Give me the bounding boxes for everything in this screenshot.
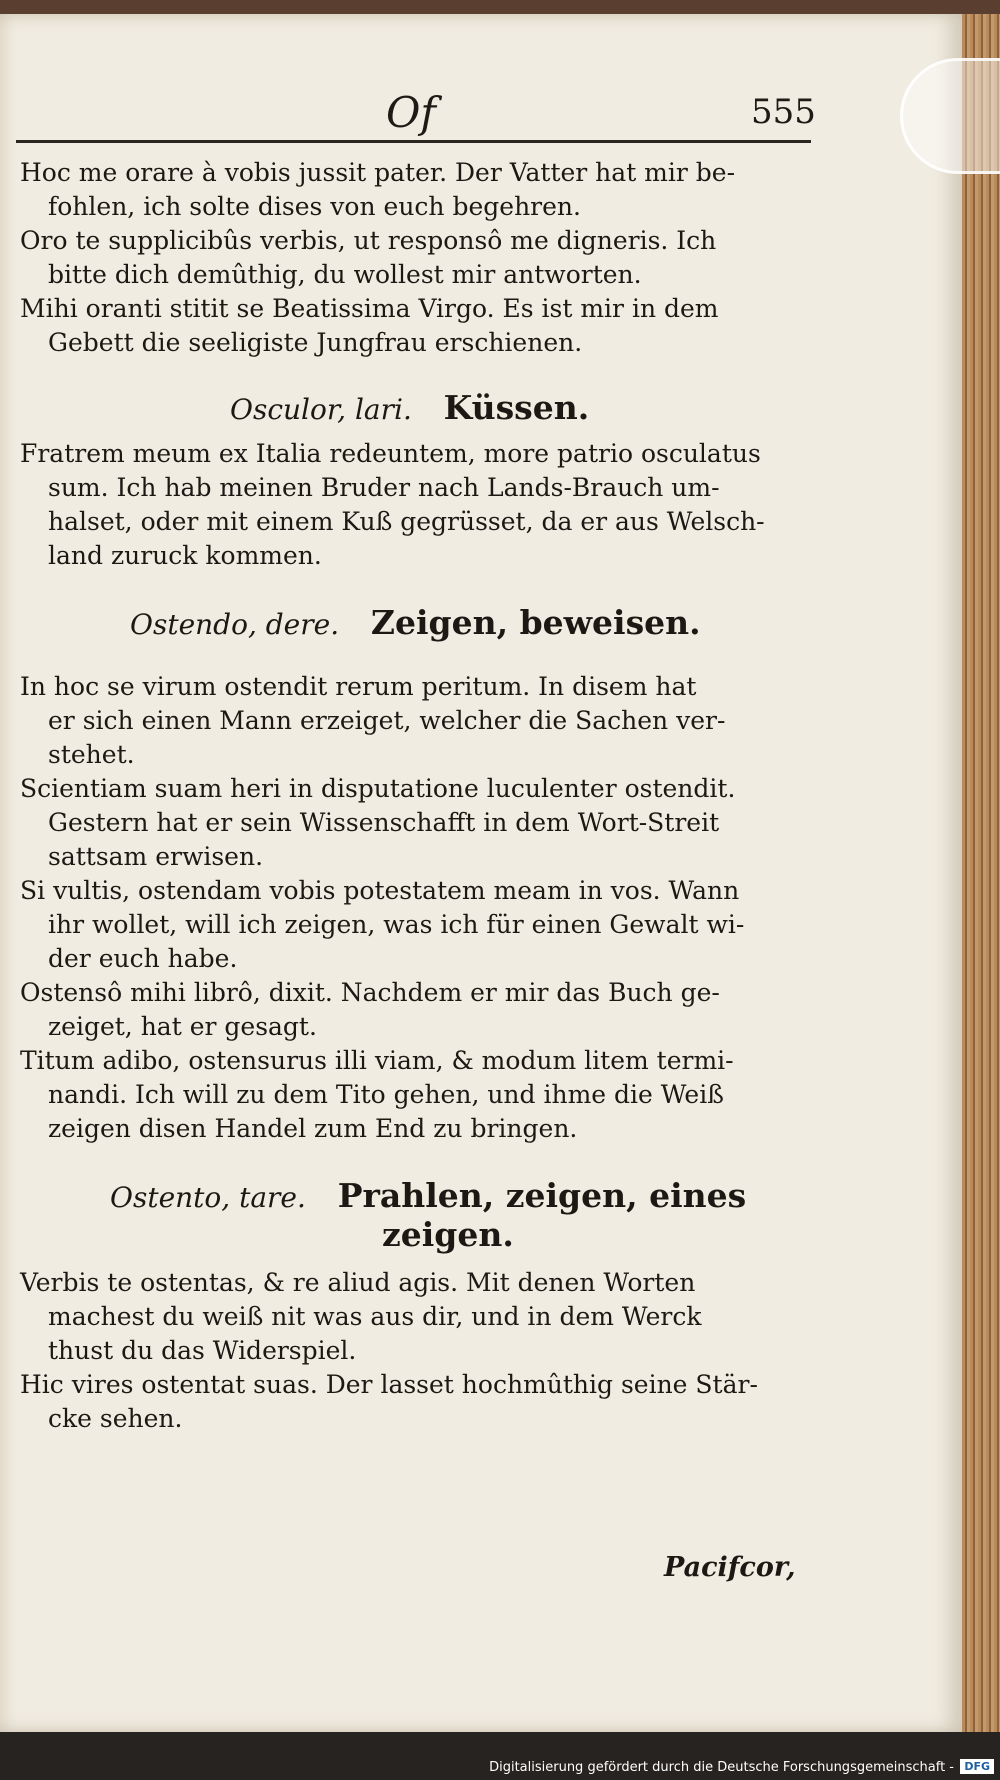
dictionary-entry [20,1266,820,1368]
entry-line: Gebett die seeligiste Jungfrau erschienen. [48,328,583,357]
dictionary-entry [20,772,820,874]
entry-line: Mihi oranti stitit se Beatissima Virgo. Es ist mir in dem [20,294,719,323]
entry-line: Fratrem meum ex Italia redeuntem, more patrio osculatus [20,439,761,468]
entry-line: Hic vires ostentat suas. Der lasset hochmûthig seine Stär- [20,1370,758,1399]
section-heading-ostento [110,1176,820,1215]
entry-line: land zuruck kommen. [48,541,322,570]
entries-osculor [20,437,820,573]
header-rule [16,140,811,143]
dictionary-entry [20,1044,820,1146]
entry-line: der euch habe. [48,944,238,973]
entry-line: halset, oder mit einem Kuß gegrüsset, da er aus Welsch- [48,507,765,536]
footer-credit: Digitalisierung gefördert durch die Deutsche Forschungsgemeinschaft - [489,1760,954,1775]
entries-ostendo [20,670,820,1146]
entry-line: bitte dich demûthig, du wollest mir antworten. [48,260,642,289]
section-gloss: Prahlen, zeigen, eines [337,1176,747,1215]
entry-line: Verbis te ostentas, & re aliud agis. Mit denen Worten [20,1268,696,1297]
section-heading-osculor [230,388,820,427]
dictionary-entry [20,156,820,224]
entry-line: zeiget, hat er gesagt. [48,1012,317,1041]
entries-orare [20,156,820,360]
entry-line: Oro te supplicibûs verbis, ut responsô me digneris. Ich [20,226,717,255]
entry-line: fohlen, ich solte dises von euch begehren. [48,192,581,221]
entry-line: Hoc me orare à vobis jussit pater. Der Vatter hat mir be- [20,158,736,187]
catchword: Pacifcor, [664,1552,796,1583]
entry-line: sattsam erwisen. [48,842,264,871]
entries-ostento [20,1266,820,1436]
section-gloss: Zeigen, beweisen. [370,603,701,642]
entry-line: nandi. Ich will zu dem Tito gehen, und ihme die Weiß [48,1080,724,1109]
entry-line: sum. Ich hab meinen Bruder nach Lands-Brauch um- [48,473,720,502]
entry-line: zeigen disen Handel zum End zu bringen. [48,1114,578,1143]
dictionary-entry [20,224,820,292]
entry-line: Scientiam suam heri in disputatione luculenter ostendit. [20,774,736,803]
entry-line: Titum adibo, ostensurus illi viam, & modum litem termi- [20,1046,734,1075]
dictionary-entry [20,976,820,1044]
entry-line: In hoc se virum ostendit rerum peritum. In disem hat [20,672,697,701]
entry-line: er sich einen Mann erzeiget, welcher die Sachen ver- [48,706,726,735]
section-heading-ostendo [130,603,820,642]
entry-line: Ostensô mihi librô, dixit. Nachdem er mir das Buch ge- [20,978,720,1007]
entry-line: ihr wollet, will ich zeigen, was ich für einen Gewalt wi- [48,910,745,939]
section-gloss: zeigen. [382,1215,514,1254]
dictionary-entry [20,437,820,573]
dictionary-entry [20,670,820,772]
section-lemma: Ostendo, dere. [130,608,340,641]
viewer-top-bar [0,0,1000,14]
page-edges [962,14,1000,1732]
dictionary-entry [20,1368,820,1436]
dictionary-entry [20,292,820,360]
entry-line: Gestern hat er sein Wissenschafft in dem Wort-Streit [48,808,720,837]
section-heading-ostento-cont [382,1215,820,1254]
entry-line: thust du das Widerspiel. [48,1336,357,1365]
running-header [16,88,816,146]
section-lemma: Osculor, lari. [230,393,412,426]
entry-line: cke sehen. [48,1404,183,1433]
entry-line: machest du weiß nit was aus dir, und in dem Werck [48,1302,702,1331]
entry-line: Si vultis, ostendam vobis potestatem meam in vos. Wann [20,876,740,905]
page-number: 555 [751,92,816,132]
section-gloss: Küssen. [443,388,590,427]
dfg-logo: DFG [960,1759,994,1774]
entry-line: stehet. [48,740,135,769]
section-lemma: Ostento, tare. [110,1181,306,1214]
header-word: Of [386,88,436,137]
dictionary-entry [20,874,820,976]
page-text [20,156,820,1436]
